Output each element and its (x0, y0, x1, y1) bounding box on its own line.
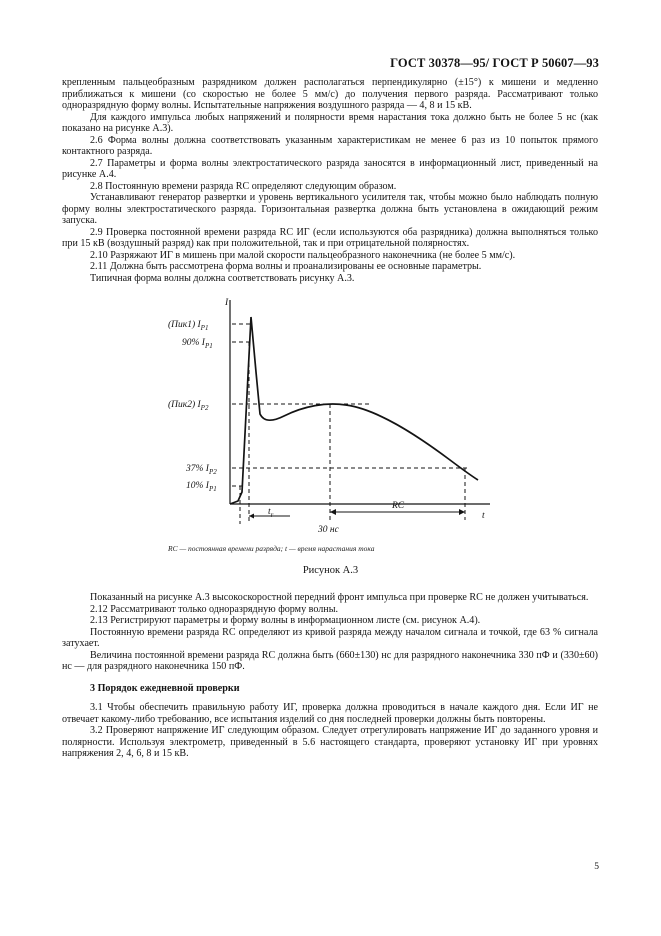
tr-arrow-left (249, 514, 254, 519)
paragraph: 3.1 Чтобы обеспечить правильную работу ИГ, проверка должна проводиться в начале каждого дня. Если ИГ не отвечает какому-либо требованию, все испытания изделий со дня последней проверки должны быть повторены. (62, 702, 598, 725)
paragraph: 2.13 Регистрируют параметры и форму волны в информационном листе (см. рисунок А.4). (90, 615, 481, 626)
figure-caption: Рисунок А.3 (302, 565, 359, 576)
paragraph: 2.7 Параметры и форма волны электростатического разряда заносятся в информационный лист, приведенный на рисунке А.4. (62, 157, 598, 180)
paragraph: 3.2 Проверяют напряжение ИГ следующим образом. Следует отрегулировать напряжение ИГ до заданного уровня и полярности. Используя электрометр, приведенный в 5.6 настоящего стандарта, проверяют установку ИГ при уровнях напряжения 2, 4, 6, 8 и 15 кВ. (62, 725, 598, 759)
paragraph: 2.9 Проверка постоянной времени разряда RC ИГ (если используются оба разрядника) должна выполняться только при 15 кВ (воздушный разряд) как при положительной, так и при отрицательной полярностях. (62, 226, 598, 249)
paragraph: Типичная форма волны должна соответствовать рисунку А.3. (90, 272, 355, 284)
paragraph: 2.11 Должна быть рассмотрена форма волны и проанализированы ее основные параметры. (90, 261, 482, 272)
peak2-label: (Пик2) $I_{P2}$ (168, 400, 209, 412)
figure-legend: RC — постоянная времени разряда; t — время нарастания тока (168, 544, 375, 553)
paragraph: 2.12 Рассматривают только одноразрядную форму волны. (90, 603, 338, 615)
axis-i-label: I (225, 298, 229, 308)
paragraph: 2.8 Постоянную времени разряда RC определяют следующим образом. (90, 180, 397, 192)
text-block-top (62, 77, 598, 284)
text-block-bottom (62, 592, 598, 760)
paragraph: Устанавливают генератор развертки и уровень вертикального усилителя так, чтобы можно было наблюдать полную форму волны электростатического разряда. Горизонтальная развертка должна быть установлена в ожидающий режим запуска. (62, 192, 598, 226)
paragraph: крепленным пальцеобразным разрядником должен располагаться перпендикулярно (±15°) к мишени и медленно приближаться к мишени (со скоростью не более 5 мм/с) до получения первого разряда. Рассматривают только одноразрядную форму волны. Испытательные напряжения воздушного разряда — 4, 8 и 15 кВ. (62, 77, 598, 111)
tr-label: $t_r$ (268, 507, 274, 519)
peak1-label: (Пик1) $I_{P1}$ (168, 320, 209, 332)
paragraph: Постоянную времени разряда RC определяют из кривой разряда между началом сигнала и точкой, где 63 % сигнала затухает. (62, 626, 598, 649)
level-37-label: 37% $I_{P2}$ (186, 464, 217, 476)
paragraph: 2.6 Форма волны должна соответствовать указанным характеристикам не менее 6 раз из 10 попыток прямого контактного разряда. (62, 134, 598, 157)
esd-waveform (230, 317, 478, 504)
paragraph: Показанный на рисунке А.3 высокоскоростной передний фронт импульса при проверке RC не должен учитываться. (90, 592, 589, 603)
level-10-label: 10% $I_{P1}$ (186, 481, 217, 493)
waveform-figure (160, 292, 500, 552)
rc-arrow-right (459, 509, 465, 515)
paragraph: 2.10 Разряжают ИГ в мишень при малой скорости пальцеобразного наконечника (не более 5 мм/с). (90, 249, 516, 261)
level-90-label: 90% $I_{P1}$ (182, 338, 213, 350)
rc-label: RC (392, 501, 405, 511)
rc-arrow-left (330, 509, 336, 515)
30ns-label: 30 нс (318, 525, 339, 535)
page-number: 5 (594, 862, 599, 872)
paragraph: Величина постоянной времени разряда RC должна быть (660±130) нс для разрядного наконечника 330 пФ и (330±60) нс — для разрядного наконечника 150 пФ. (62, 649, 598, 672)
section-title: 3 Порядок ежедневной проверки (90, 682, 240, 694)
page-header: ГОСТ 30378—95/ ГОСТ Р 50607—93 (390, 56, 599, 70)
paragraph: Для каждого импульса любых напряжений и полярности время нарастания тока должно быть не более 5 нс (как показано на рисунке А.3). (62, 111, 598, 134)
axis-t-label: t (482, 511, 485, 521)
